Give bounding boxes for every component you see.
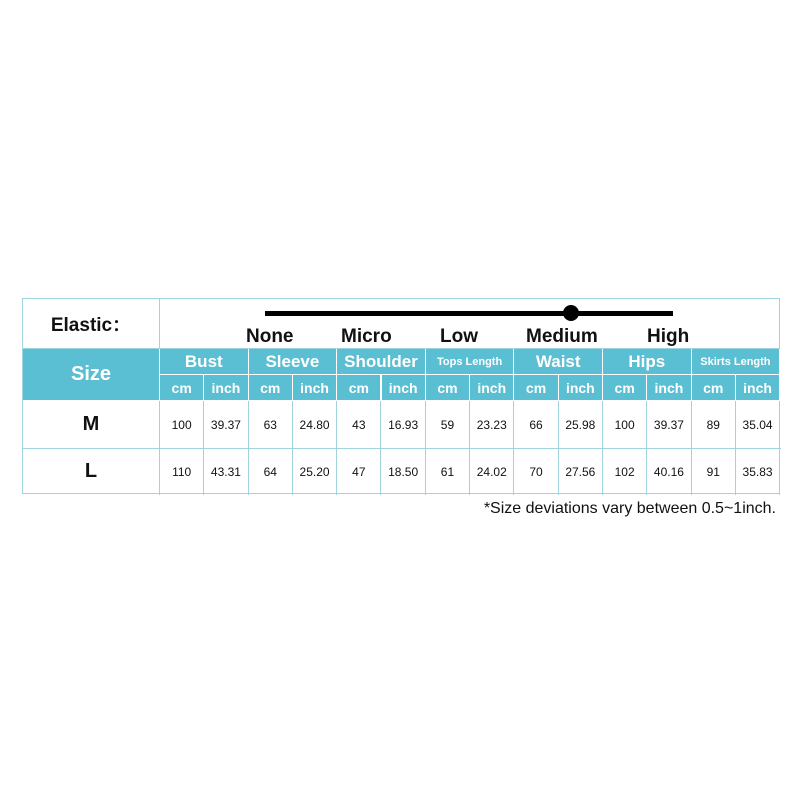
table-cell: 16.93 (382, 401, 426, 448)
unit-header-inch: inch (470, 375, 514, 401)
table-cell: 91 (692, 448, 736, 495)
table-cell: 102 (603, 448, 647, 495)
unit-header-inch: inch (647, 375, 691, 401)
table-cell: 66 (514, 401, 558, 448)
table-cell: 18.50 (382, 448, 426, 495)
table-cell: 100 (603, 401, 647, 448)
measurement-header-sleeve: Sleeve (249, 349, 338, 375)
table-cell: 47 (337, 448, 381, 495)
unit-header-cm: cm (160, 375, 204, 401)
measurement-header-bust: Bust (160, 349, 249, 375)
size-chart (22, 298, 780, 494)
table-cell: 70 (514, 448, 558, 495)
size-deviation-note: *Size deviations vary between 0.5~1inch. (483, 500, 776, 517)
unit-header-cm: cm (603, 375, 647, 401)
table-cell: 35.83 (736, 448, 780, 495)
table-cell: 39.37 (647, 401, 691, 448)
unit-header-cm: cm (249, 375, 293, 401)
unit-header-inch: inch (559, 375, 603, 401)
size-header: Size (23, 349, 160, 401)
unit-header-cm: cm (514, 375, 558, 401)
elastic-label: Elastic： (23, 299, 160, 349)
elastic-scale (160, 299, 780, 349)
measurement-header-shoulder: Shoulder (337, 349, 426, 375)
table-cell: 39.37 (204, 401, 248, 448)
elastic-level-medium: Medium (526, 326, 598, 347)
unit-header-cm: cm (426, 375, 470, 401)
elastic-level-micro: Micro (341, 326, 392, 347)
table-cell: 61 (426, 448, 470, 495)
table-cell: 25.98 (559, 401, 603, 448)
table-cell: 27.56 (559, 448, 603, 495)
measurement-header-tops-length: Tops Length (426, 349, 515, 375)
measurement-header-skirts-length: Skirts Length (692, 349, 781, 375)
elastic-marker (563, 305, 579, 321)
table-cell: 43 (337, 401, 381, 448)
elastic-level-high: High (647, 326, 690, 347)
unit-header-inch: inch (204, 375, 248, 401)
table-cell: 64 (249, 448, 293, 495)
measurement-header-hips: Hips (603, 349, 692, 375)
table-cell: 23.23 (470, 401, 514, 448)
table-cell: 100 (160, 401, 204, 448)
unit-header-inch: inch (382, 375, 426, 401)
table-cell: 24.02 (470, 448, 514, 495)
unit-header-cm: cm (692, 375, 736, 401)
table-cell: 59 (426, 401, 470, 448)
unit-header-cm: cm (337, 375, 381, 401)
table-cell: 35.04 (736, 401, 780, 448)
unit-header-inch: inch (293, 375, 337, 401)
table-cell: 40.16 (647, 448, 691, 495)
table-cell: 63 (249, 401, 293, 448)
table-cell: 89 (692, 401, 736, 448)
elastic-level-none: None (246, 326, 294, 347)
table-cell: 43.31 (204, 448, 248, 495)
unit-header-inch: inch (736, 375, 780, 401)
measurement-header-waist: Waist (514, 349, 603, 375)
table-cell: 24.80 (293, 401, 337, 448)
size-label-m: M (23, 401, 160, 448)
size-label-l: L (23, 448, 160, 495)
elastic-level-low: Low (440, 326, 478, 347)
table-cell: 110 (160, 448, 204, 495)
elastic-scale-line (265, 311, 673, 316)
table-cell: 25.20 (293, 448, 337, 495)
